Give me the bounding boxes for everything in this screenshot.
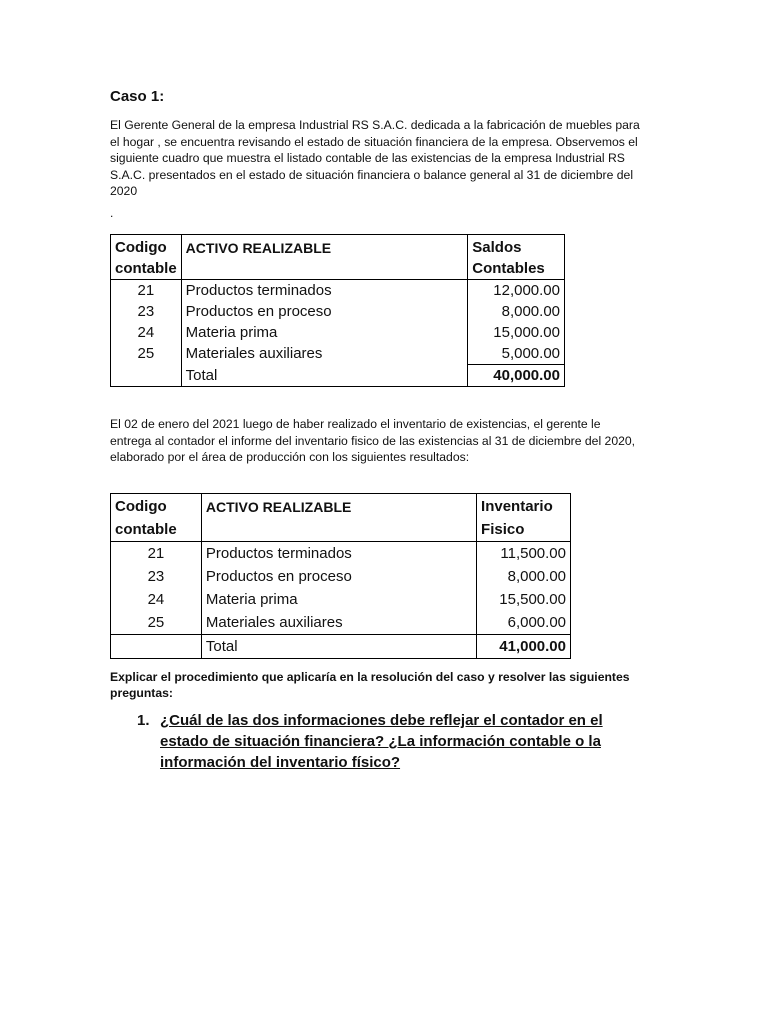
physical-inventory-table — [110, 493, 571, 659]
row-code: 24 — [111, 588, 202, 611]
header-inventory: Inventario Fisico — [477, 494, 571, 542]
row-amount: 11,500.00 — [477, 542, 571, 566]
row-amount: 6,000.00 — [477, 611, 571, 635]
inventory-paragraph: El 02 de enero del 2021 luego de haber realizado el inventario de existencias, el gerente le entrega al contador el informe del inventario fisico de las existencias al 31 de diciembre del 2020, elaborado por el área de producción con los siguientes resultados: — [110, 417, 636, 464]
row-amount: 15,000.00 — [468, 322, 565, 343]
question-text: ¿Cuál de las dos informaciones debe reflejar el contador en el estado de situación financiera? ¿La información contable o la información del inventario físico? — [160, 712, 603, 771]
row-amount: 12,000.00 — [468, 280, 565, 302]
row-item: Materiales auxiliares — [181, 343, 468, 365]
table-total-row — [111, 635, 571, 659]
table-row — [111, 565, 571, 588]
table-header-row — [111, 494, 571, 542]
row-amount: 5,000.00 — [468, 343, 565, 365]
total-label: Total — [181, 365, 468, 387]
table-row — [111, 343, 565, 365]
header-asset: ACTIVO REALIZABLE — [201, 494, 476, 542]
instructions: Explicar el procedimiento que aplicaría en la resolución del caso y resolver las siguientes preguntas: — [110, 670, 630, 700]
row-item: Productos terminados — [181, 280, 468, 302]
stray-dot: . — [110, 206, 114, 220]
row-code: 25 — [111, 343, 182, 365]
row-amount: 15,500.00 — [477, 588, 571, 611]
row-item: Materia prima — [201, 588, 476, 611]
table-row — [111, 322, 565, 343]
header-asset: ACTIVO REALIZABLE — [181, 235, 468, 280]
header-balance: Saldos Contables — [468, 235, 565, 280]
table-row — [111, 611, 571, 635]
total-amount: 41,000.00 — [477, 635, 571, 659]
row-code: 23 — [111, 565, 202, 588]
accounting-balance-table — [110, 234, 565, 387]
row-amount: 8,000.00 — [468, 301, 565, 322]
total-label: Total — [201, 635, 476, 659]
table-total-row — [111, 365, 565, 387]
table-row — [111, 301, 565, 322]
header-code: Codigo contable — [111, 235, 182, 280]
row-item: Materiales auxiliares — [201, 611, 476, 635]
table-header-row — [111, 235, 565, 280]
row-code: 23 — [111, 301, 182, 322]
row-code: 24 — [111, 322, 182, 343]
page-title: Caso 1: — [110, 88, 165, 105]
table-row — [111, 280, 565, 302]
row-item: Productos en proceso — [181, 301, 468, 322]
row-item: Materia prima — [181, 322, 468, 343]
row-code: 21 — [111, 542, 202, 566]
row-code: 25 — [111, 611, 202, 635]
intro-paragraph: El Gerente General de la empresa Industrial RS S.A.C. dedicada a la fabricación de muebles para el hogar , se encuentra revisando el estado de situación financiera de la empresa. Observemos el siguiente cuadro que muestra el listado contable de las existencias de la empresa Industrial RS S.A.C. presentados en el estado de situación financiera o balance general al 31 de diciembre del 2020 — [110, 118, 640, 198]
row-item: Productos terminados — [201, 542, 476, 566]
table-row — [111, 542, 571, 566]
row-amount: 8,000.00 — [477, 565, 571, 588]
row-item: Productos en proceso — [201, 565, 476, 588]
total-amount: 40,000.00 — [468, 365, 565, 387]
row-code: 21 — [111, 280, 182, 302]
header-code: Codigo contable — [111, 494, 202, 542]
table-row — [111, 588, 571, 611]
question-number: 1. — [137, 712, 150, 729]
